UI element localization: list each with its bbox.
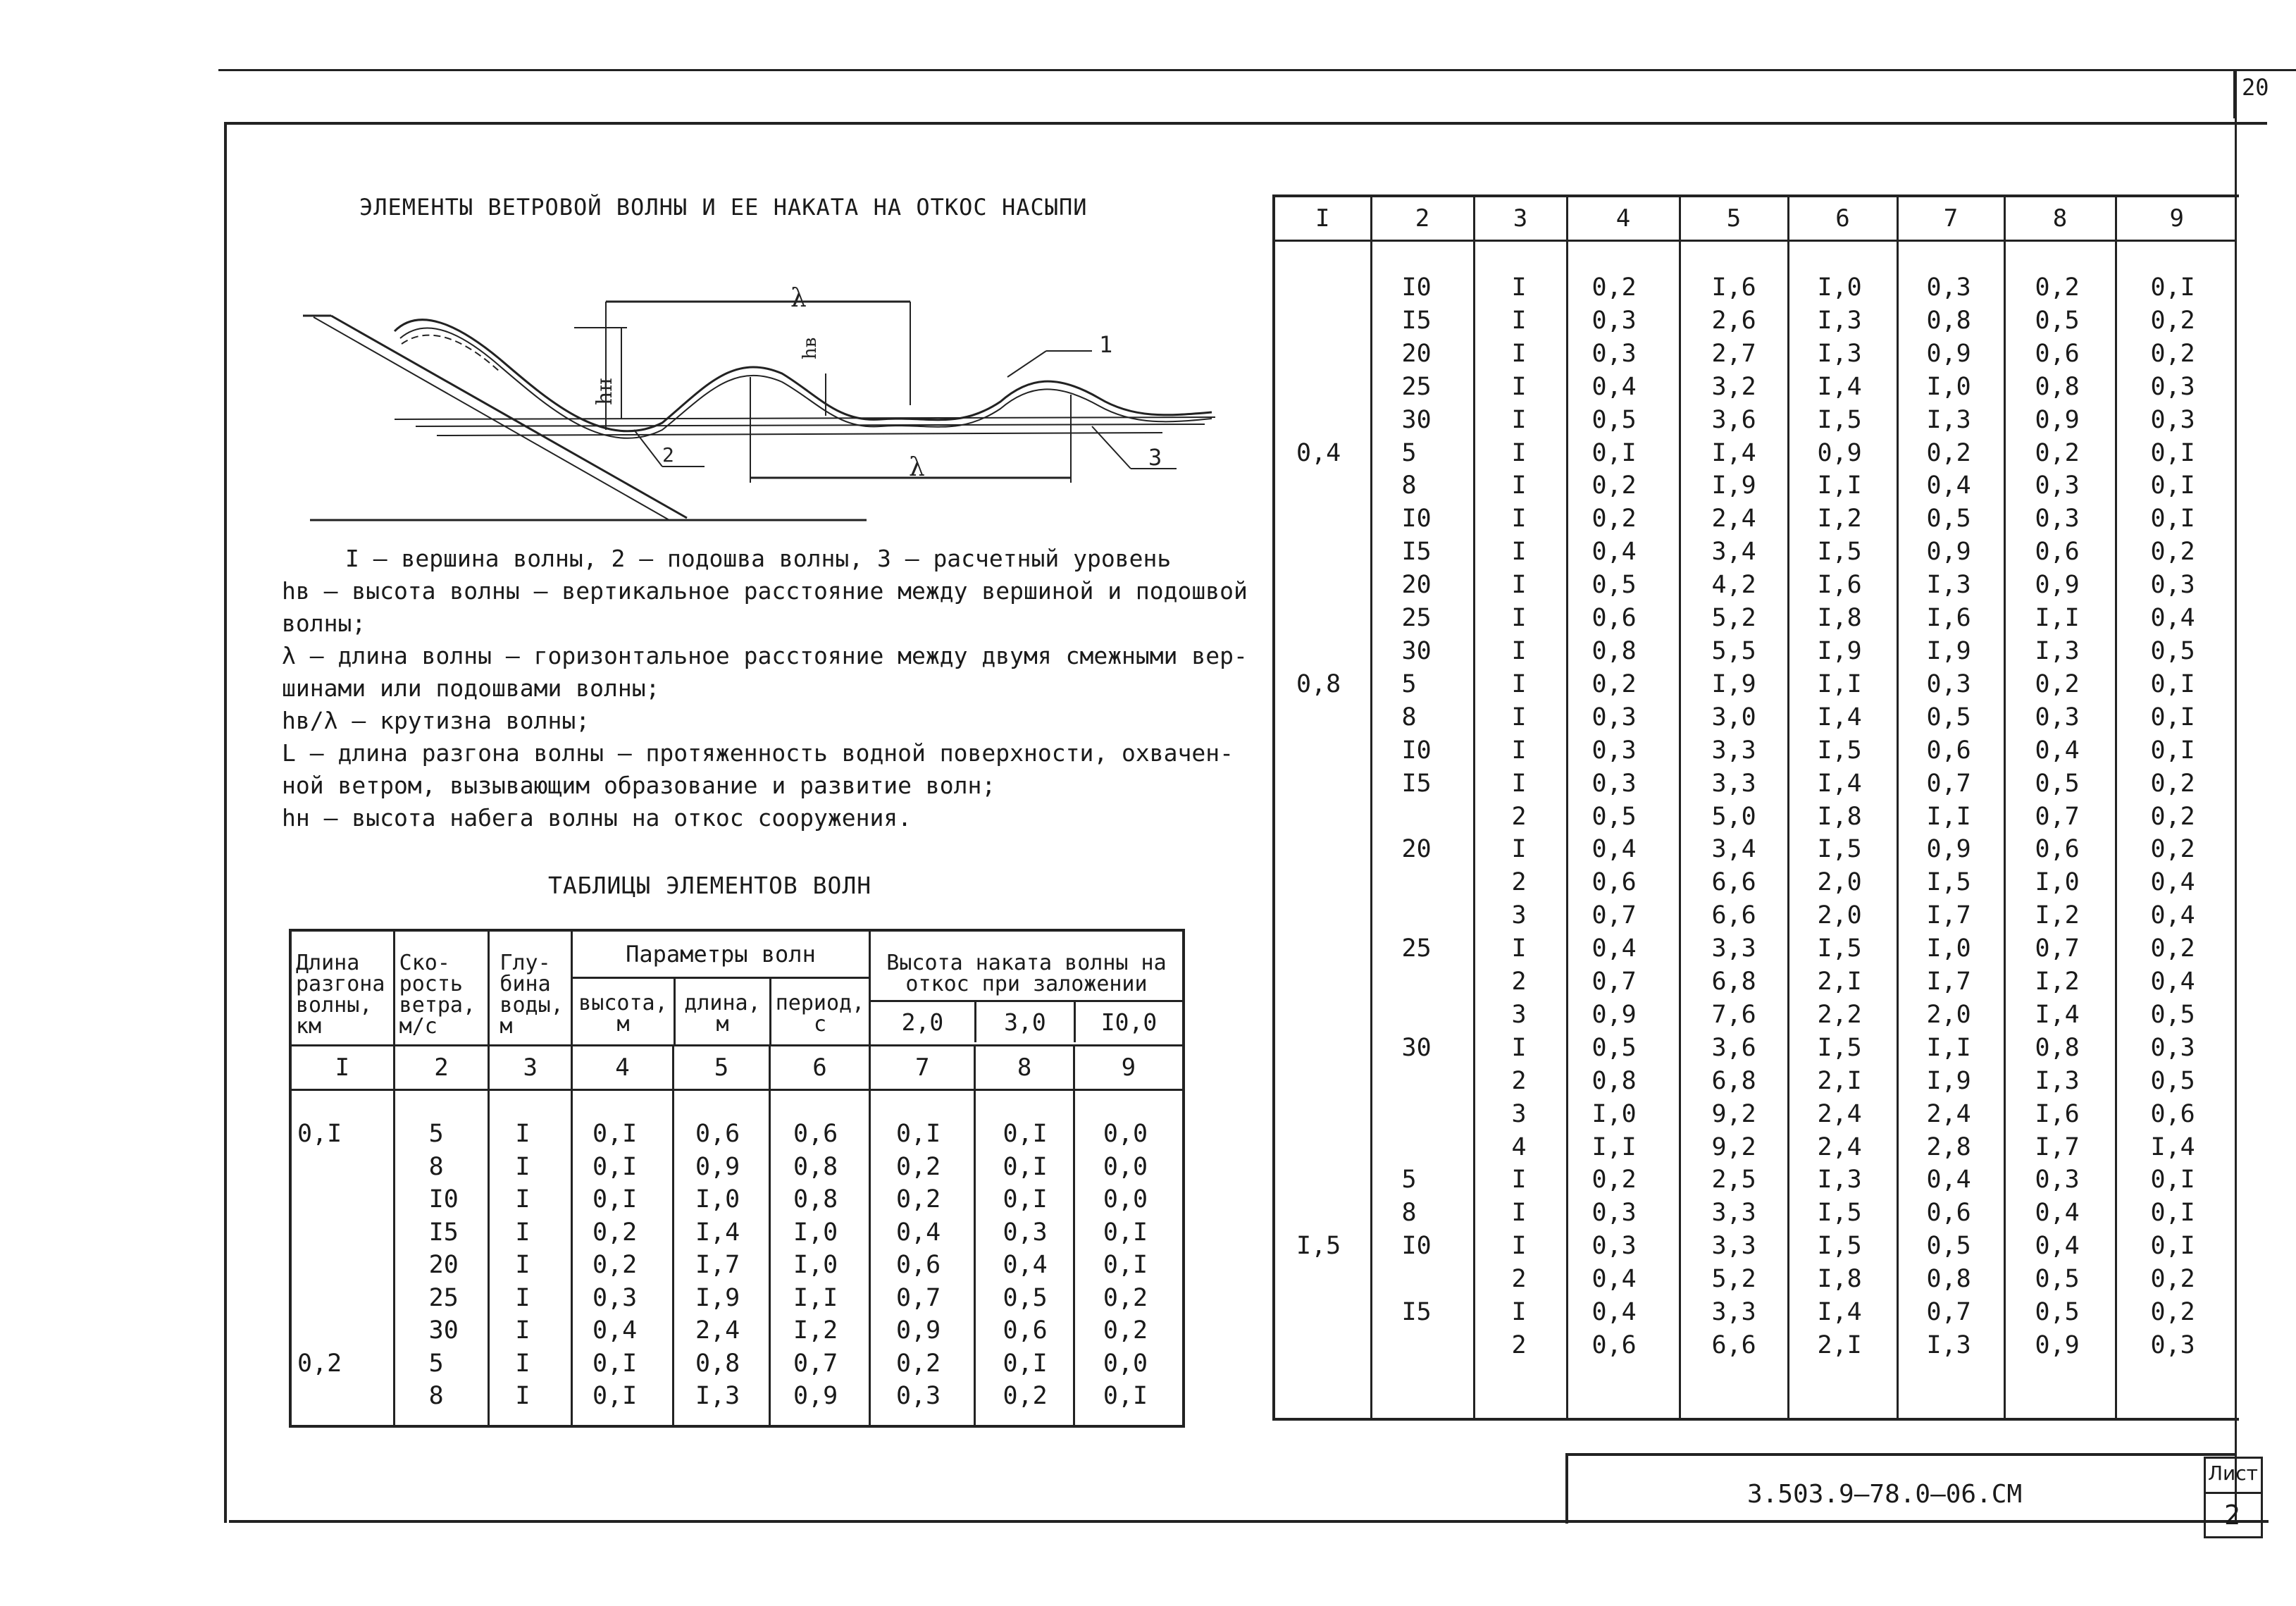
legend-line-9: hн – высота набега волны на откос сооружения. xyxy=(282,804,912,832)
lt-h-runup-title: Высота наката волны на откос при заложении xyxy=(871,932,1182,1002)
design-level xyxy=(437,433,1162,436)
rt-col-9 xyxy=(2116,241,2237,1419)
sheet-label: Лист xyxy=(2208,1462,2258,1485)
rt-col-2-values: I0 I5 20 25 30 5 8 I0 I5 20 25 30 5 8 I0 I5 20 25 30 5 8 I0 I5 xyxy=(1401,273,1432,1327)
rt-col-8 xyxy=(2004,241,2116,1419)
lt-col-7-values: 0,I 0,2 0,2 0,4 0,6 0,7 0,9 0,2 0,3 xyxy=(895,1120,941,1410)
lt-h-speed-text: Ско- рость ветра, м/с xyxy=(399,951,476,1039)
lt-col-1 xyxy=(292,1090,394,1426)
frame-left xyxy=(224,122,227,1523)
lt-h-period: период, с xyxy=(769,979,869,1044)
rt-col-6-values: I,0 I,3 I,3 I,4 I,5 0,9 I,I I,2 I,5 I,6 I,8 I,9 I,I I,4 I,5 I,4 I,8 I,5 2,0 2,0 I,5 2,I 2,2 I,5 2,I 2,4 2,4 I,3 I,5 I,5 I,8 I,4 2,I xyxy=(1817,273,1862,1359)
lt-col-3 xyxy=(489,1090,572,1426)
lambda-bottom-label: λ xyxy=(909,453,925,482)
lt-col-4-values: 0,I 0,I 0,I 0,2 0,2 0,3 0,4 0,I 0,I xyxy=(592,1120,638,1410)
lt-h-runup-sub xyxy=(871,1002,1182,1042)
callout-2: 2 xyxy=(662,443,674,467)
lt-col-4 xyxy=(571,1090,673,1426)
lt-col-6-values: 0,6 0,8 0,8 I,0 I,0 I,I I,2 0,7 0,9 xyxy=(793,1120,838,1410)
page-number-divider xyxy=(2233,69,2235,118)
rt-col-1 xyxy=(1275,241,1371,1419)
lt-h-runup xyxy=(869,932,1182,1046)
wave-diagram xyxy=(296,282,1226,536)
rt-num-5: 5 xyxy=(1680,197,1788,241)
lt-h-depth xyxy=(489,932,572,1046)
lt-h-distance xyxy=(292,932,394,1046)
sheet-divider xyxy=(2204,1492,2263,1494)
lt-num-3: 3 xyxy=(489,1046,572,1090)
lt-num-7: 7 xyxy=(869,1046,975,1090)
legend-line-7: L – длина разгона волны – протяженность водной поверхности, охвачен- xyxy=(282,739,1234,767)
lt-col-9-values: 0,0 0,0 0,0 0,I 0,I 0,2 0,2 0,0 0,I xyxy=(1103,1120,1148,1410)
lt-col-1-values: 0,I 0,2 xyxy=(297,1120,342,1378)
legend-line-4: λ – длина волны – горизонтальное расстояние между двумя смежными вер- xyxy=(282,642,1248,669)
lt-h-params xyxy=(571,932,869,1046)
lt-col-5 xyxy=(673,1090,769,1426)
lt-num-1: I xyxy=(292,1046,394,1090)
rt-col-5-values: I,6 2,6 2,7 3,2 3,6 I,4 I,9 2,4 3,4 4,2 5,2 5,5 I,9 3,0 3,3 3,3 5,0 3,4 6,6 6,6 3,3 6,8 7,6 3,6 6,8 9,2 9,2 2,5 3,3 3,3 5,2 3,3 6,6 xyxy=(1711,273,1756,1359)
embankment-slope xyxy=(303,316,687,520)
rt-num-2: 2 xyxy=(1371,197,1474,241)
legend xyxy=(282,543,1248,834)
rt-col-3-values: I I I I I I I I I I I I I I I I 2 I 2 3 I 2 3 I 2 3 4 I I I 2 I 2 xyxy=(1511,273,1527,1359)
legend-line-2: hв – высота волны – вертикальное расстояние между вершиной и подошвой xyxy=(282,577,1248,605)
callout-3: 3 xyxy=(1148,444,1162,471)
rt-col-6 xyxy=(1788,241,1897,1419)
lt-col-8-values: 0,I 0,I 0,I 0,3 0,4 0,5 0,6 0,I 0,2 xyxy=(1003,1120,1048,1410)
lt-num-4: 4 xyxy=(571,1046,673,1090)
lt-col-5-values: 0,6 0,9 I,0 I,4 I,7 I,9 2,4 0,8 I,3 xyxy=(695,1120,740,1410)
rt-num-1: I xyxy=(1275,197,1371,241)
document-code: 3.503.9–78.0–06.СМ xyxy=(1747,1480,2023,1509)
rt-col-9-values: 0,I 0,2 0,2 0,3 0,3 0,I 0,I 0,I 0,2 0,3 0,4 0,5 0,I 0,I 0,I 0,2 0,2 0,2 0,4 0,4 0,2 0,4 0,5 0,3 0,5 0,6 I,4 0,I 0,I 0,I 0,2 0,2 0,3 xyxy=(2150,273,2195,1359)
rt-col-8-values: 0,2 0,5 0,6 0,8 0,9 0,2 0,3 0,3 0,6 0,9 I,I I,3 0,2 0,3 0,4 0,5 0,7 0,6 I,0 I,2 0,7 I,2 I,4 0,8 I,3 I,6 I,7 0,3 0,4 0,4 0,5 0,5 0,9 xyxy=(2035,273,2080,1359)
lt-h-distance-text: Длина разгона волны, км xyxy=(296,951,385,1039)
wave-profile xyxy=(395,320,1212,431)
rt-col-1-values: 0,4 0,8 I,5 xyxy=(1296,438,1341,1261)
water-line-1 xyxy=(395,417,1215,419)
right-table xyxy=(1275,197,2237,1418)
rt-num-8: 8 xyxy=(2004,197,2116,241)
rt-num-3: 3 xyxy=(1474,197,1567,241)
lt-h-params-sub xyxy=(573,979,869,1044)
rt-col-2 xyxy=(1371,241,1474,1419)
legend-line-5: шинами или подошвами волны; xyxy=(282,674,660,702)
lt-h-speed xyxy=(394,932,489,1046)
lt-col-6 xyxy=(769,1090,869,1426)
lt-h-r1: 2,0 xyxy=(901,1008,944,1036)
rt-col-3 xyxy=(1474,241,1567,1419)
lt-col-2-values: 5 8 I0 I5 20 25 30 5 8 xyxy=(428,1120,459,1410)
rt-col-7 xyxy=(1897,241,2004,1419)
frame-top xyxy=(224,122,2267,125)
lt-num-6: 6 xyxy=(769,1046,869,1090)
lt-num-2: 2 xyxy=(394,1046,489,1090)
lt-col-2 xyxy=(394,1090,489,1426)
lt-col-9 xyxy=(1074,1090,1182,1426)
top-rule xyxy=(218,69,2296,71)
rt-num-6: 6 xyxy=(1788,197,1897,241)
rt-col-7-values: 0,3 0,8 0,9 I,0 I,3 0,2 0,4 0,5 0,9 I,3 I,6 I,9 0,3 0,5 0,6 0,7 I,I 0,9 I,5 I,7 I,0 I,7 2,0 I,I I,9 2,4 2,8 0,4 0,6 0,5 0,8 0,7 I,3 xyxy=(1926,273,1971,1359)
lambda-top-label: λ xyxy=(790,284,807,313)
lt-h-params-title: Параметры волн xyxy=(573,932,869,979)
lt-col-3-values: I I I I I I I I I xyxy=(515,1120,530,1410)
legend-line-3: волны; xyxy=(282,610,366,637)
lt-col-8 xyxy=(975,1090,1074,1426)
lt-h-depth-text: Глу- бина воды, м xyxy=(499,951,564,1039)
legend-line-6: hв/λ – крутизна волны; xyxy=(282,707,590,734)
lt-h-r3: I0,0 xyxy=(1074,1002,1182,1042)
sheet-number: 2 xyxy=(2224,1500,2240,1531)
rt-col-5 xyxy=(1680,241,1788,1419)
rt-num-9: 9 xyxy=(2116,197,2237,241)
rt-col-4 xyxy=(1567,241,1680,1419)
rt-num-7: 7 xyxy=(1897,197,2004,241)
lt-col-7 xyxy=(869,1090,975,1426)
lt-h-length: длина, м xyxy=(674,979,769,1044)
lt-num-5: 5 xyxy=(673,1046,769,1090)
lt-h-height: высота, м xyxy=(578,991,668,1037)
rt-num-4: 4 xyxy=(1567,197,1680,241)
water-line-2 xyxy=(416,424,1205,426)
legend-line-1: I – вершина волны, 2 – подошва волны, 3 – расчетный уровень xyxy=(345,545,1172,572)
callout-1-leader xyxy=(1007,351,1046,377)
tables-title: ТАБЛИЦЫ ЭЛЕМЕНТОВ ВОЛН xyxy=(548,872,872,899)
page-number: 20 xyxy=(2242,74,2269,101)
legend-line-8: ной ветром, вызывающим образование и развитие волн; xyxy=(282,772,996,799)
diagram-title: ЭЛЕМЕНТЫ ВЕТРОВОЙ ВОЛНЫ И ЕЕ НАКАТА НА ОТКОС НАСЫПИ xyxy=(359,194,1088,221)
rt-col-4-values: 0,2 0,3 0,3 0,4 0,5 0,I 0,2 0,2 0,4 0,5 0,6 0,8 0,2 0,3 0,3 0,3 0,5 0,4 0,6 0,7 0,4 0,7 0,9 0,5 0,8 I,0 I,I 0,2 0,3 0,3 0,4 0,4 0,6 xyxy=(1591,273,1637,1359)
lt-num-8: 8 xyxy=(975,1046,1074,1090)
hb-label: hв xyxy=(800,337,821,359)
hn-label: hн xyxy=(592,377,617,405)
left-table xyxy=(292,932,1182,1425)
callout-1: 1 xyxy=(1099,331,1113,358)
lt-h-r2: 3,0 xyxy=(974,1002,1074,1042)
lt-num-9: 9 xyxy=(1074,1046,1182,1090)
